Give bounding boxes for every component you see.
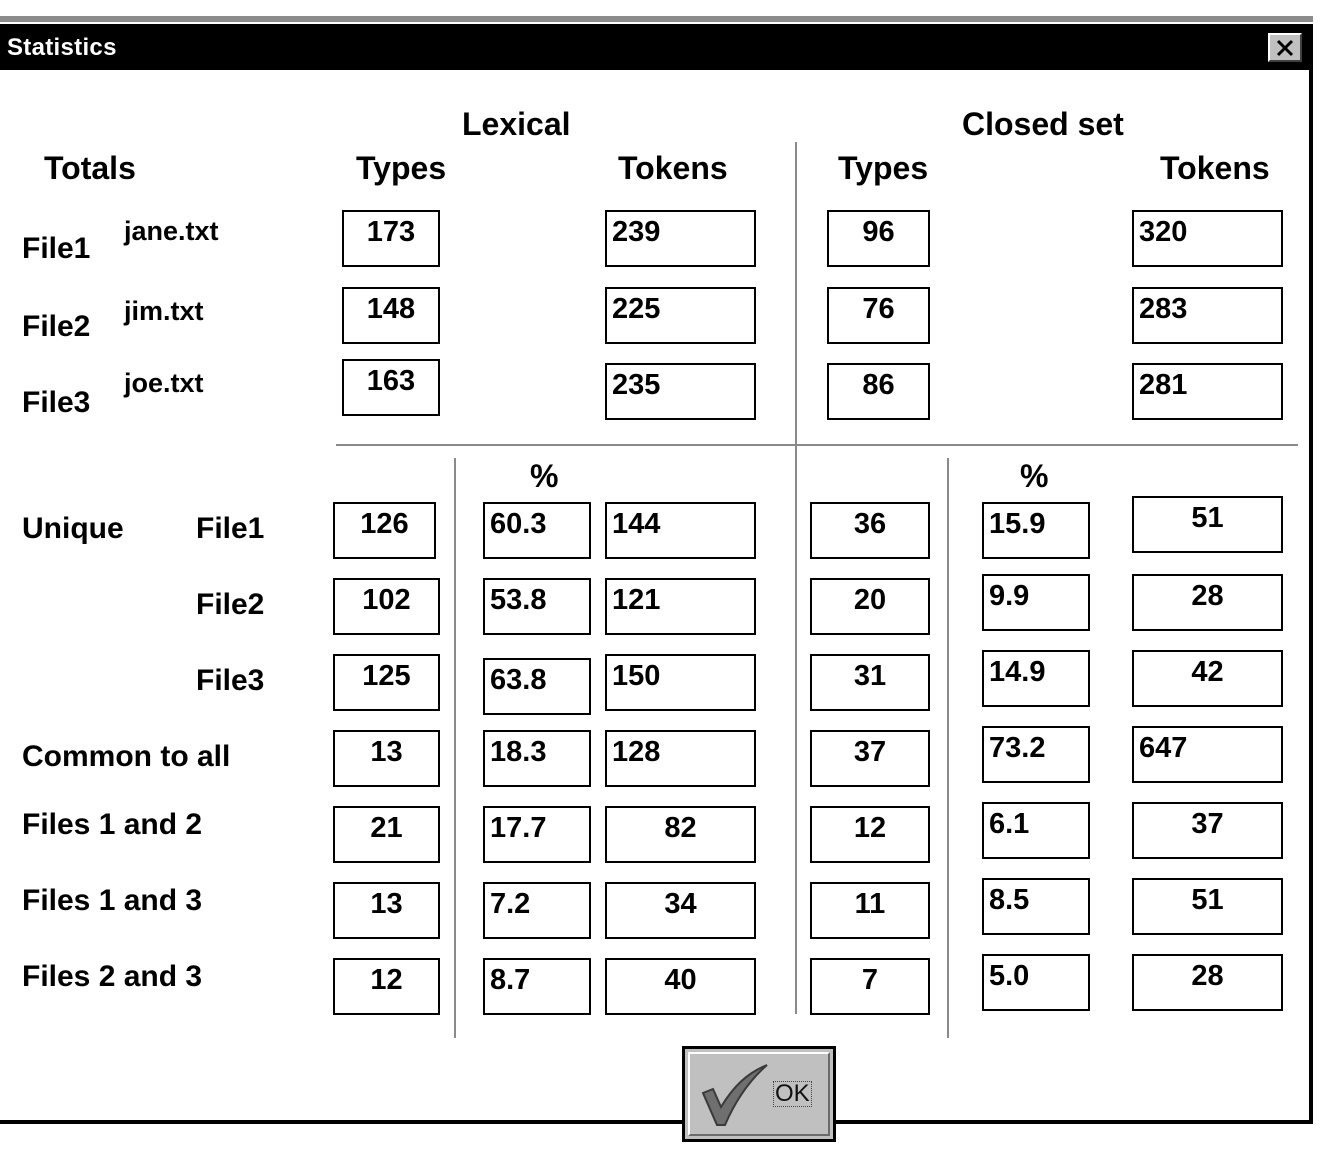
closed-set-header: Closed set	[962, 106, 1124, 142]
lexical-percent-header: %	[530, 458, 559, 494]
stats-lexical-percent-field[interactable]: 60.3	[483, 502, 591, 559]
window-title: Statistics	[7, 34, 117, 61]
total-closed-tokens-field[interactable]: 320	[1132, 210, 1283, 267]
stats-row-label: File2	[196, 588, 265, 621]
stats-lexical-types-field[interactable]: 12	[333, 958, 440, 1015]
divider-vertical-closed	[947, 458, 949, 1038]
stats-closed-tokens-field[interactable]: 28	[1132, 574, 1283, 631]
totals-row-label: File1	[22, 232, 91, 265]
statistics-dialog	[0, 24, 1313, 1124]
stats-lexical-types-field[interactable]: 13	[333, 730, 440, 787]
stats-lexical-percent-field[interactable]: 18.3	[483, 730, 591, 787]
stats-lexical-percent-field[interactable]: 8.7	[483, 958, 591, 1015]
stats-closed-percent-field[interactable]: 15.9	[982, 502, 1090, 559]
stats-lexical-types-field[interactable]: 21	[333, 806, 440, 863]
lexical-tokens-header: Tokens	[618, 150, 728, 186]
close-icon	[1275, 39, 1295, 57]
stats-row-label: Files 2 and 3	[22, 960, 203, 993]
checkmark-icon	[699, 1063, 771, 1129]
stats-lexical-types-field[interactable]: 13	[333, 882, 440, 939]
closed-types-header: Types	[838, 150, 929, 186]
stats-closed-types-field[interactable]: 12	[810, 806, 930, 863]
total-closed-types-field[interactable]: 96	[827, 210, 930, 267]
total-lexical-types-field[interactable]: 173	[342, 210, 440, 267]
stats-lexical-percent-field[interactable]: 63.8	[483, 658, 591, 715]
stats-closed-types-field[interactable]: 36	[810, 502, 930, 559]
stats-lexical-tokens-field[interactable]: 128	[605, 730, 756, 787]
stats-closed-percent-field[interactable]: 6.1	[982, 802, 1090, 859]
totals-row-label: File2	[22, 310, 91, 343]
stats-lexical-percent-field[interactable]: 7.2	[483, 882, 591, 939]
divider-vertical-top	[795, 142, 797, 444]
stats-closed-percent-field[interactable]: 9.9	[982, 574, 1090, 631]
total-closed-tokens-field[interactable]: 281	[1132, 363, 1283, 420]
stats-closed-percent-field[interactable]: 5.0	[982, 954, 1090, 1011]
totals-row-filename: jim.txt	[124, 296, 204, 326]
stats-closed-tokens-field[interactable]: 42	[1132, 650, 1283, 707]
ok-button-label: OK	[775, 1080, 810, 1107]
stats-closed-types-field[interactable]: 37	[810, 730, 930, 787]
stats-lexical-tokens-field[interactable]: 144	[605, 502, 756, 559]
unique-label: Unique	[22, 512, 124, 545]
lexical-header: Lexical	[462, 106, 571, 142]
stats-closed-tokens-field[interactable]: 51	[1132, 878, 1283, 935]
stats-closed-percent-field[interactable]: 14.9	[982, 650, 1090, 707]
stats-closed-tokens-field[interactable]: 51	[1132, 496, 1283, 553]
lexical-types-header: Types	[356, 150, 447, 186]
totals-header: Totals	[44, 150, 136, 186]
stats-closed-percent-field[interactable]: 8.5	[982, 878, 1090, 935]
stats-lexical-types-field[interactable]: 125	[333, 654, 440, 711]
total-lexical-types-field[interactable]: 148	[342, 287, 440, 344]
totals-row-filename: joe.txt	[124, 368, 204, 398]
stats-closed-types-field[interactable]: 31	[810, 654, 930, 711]
title-bar[interactable]	[0, 24, 1313, 70]
divider-horizontal	[336, 444, 1298, 446]
desktop-stripe	[0, 16, 1313, 22]
stats-lexical-tokens-field[interactable]: 150	[605, 654, 756, 711]
stats-row-label: File1	[196, 512, 265, 545]
total-lexical-tokens-field[interactable]: 225	[605, 287, 756, 344]
totals-row-label: File3	[22, 386, 91, 419]
stats-closed-types-field[interactable]: 7	[810, 958, 930, 1015]
stats-lexical-percent-field[interactable]: 17.7	[483, 806, 591, 863]
totals-row-filename: jane.txt	[124, 216, 219, 246]
total-closed-types-field[interactable]: 86	[827, 363, 930, 420]
stats-row-label: Common to all	[22, 740, 231, 773]
stats-lexical-tokens-field[interactable]: 82	[605, 806, 756, 863]
stats-lexical-tokens-field[interactable]: 34	[605, 882, 756, 939]
total-closed-types-field[interactable]: 76	[827, 287, 930, 344]
stats-lexical-tokens-field[interactable]: 40	[605, 958, 756, 1015]
total-lexical-tokens-field[interactable]: 239	[605, 210, 756, 267]
stats-lexical-types-field[interactable]: 126	[333, 502, 436, 559]
total-closed-tokens-field[interactable]: 283	[1132, 287, 1283, 344]
stats-closed-tokens-field[interactable]: 37	[1132, 802, 1283, 859]
total-lexical-tokens-field[interactable]: 235	[605, 363, 756, 420]
stats-closed-tokens-field[interactable]: 647	[1132, 726, 1283, 783]
stats-closed-percent-field[interactable]: 73.2	[982, 726, 1090, 783]
stats-row-label: Files 1 and 3	[22, 884, 203, 917]
stats-row-label: Files 1 and 2	[22, 808, 203, 841]
closed-percent-header: %	[1020, 458, 1049, 494]
stats-closed-tokens-field[interactable]: 28	[1132, 954, 1283, 1011]
total-lexical-types-field[interactable]: 163	[342, 359, 440, 416]
stats-closed-types-field[interactable]: 20	[810, 578, 930, 635]
divider-vertical-lexical	[454, 458, 456, 1038]
close-button[interactable]	[1268, 33, 1302, 62]
stats-lexical-tokens-field[interactable]: 121	[605, 578, 756, 635]
ok-button[interactable]	[682, 1046, 836, 1142]
stats-lexical-types-field[interactable]: 102	[333, 578, 440, 635]
divider-vertical-middle	[795, 444, 797, 1014]
stats-row-label: File3	[196, 664, 265, 697]
stats-lexical-percent-field[interactable]: 53.8	[483, 578, 591, 635]
stats-closed-types-field[interactable]: 11	[810, 882, 930, 939]
closed-tokens-header: Tokens	[1160, 150, 1270, 186]
